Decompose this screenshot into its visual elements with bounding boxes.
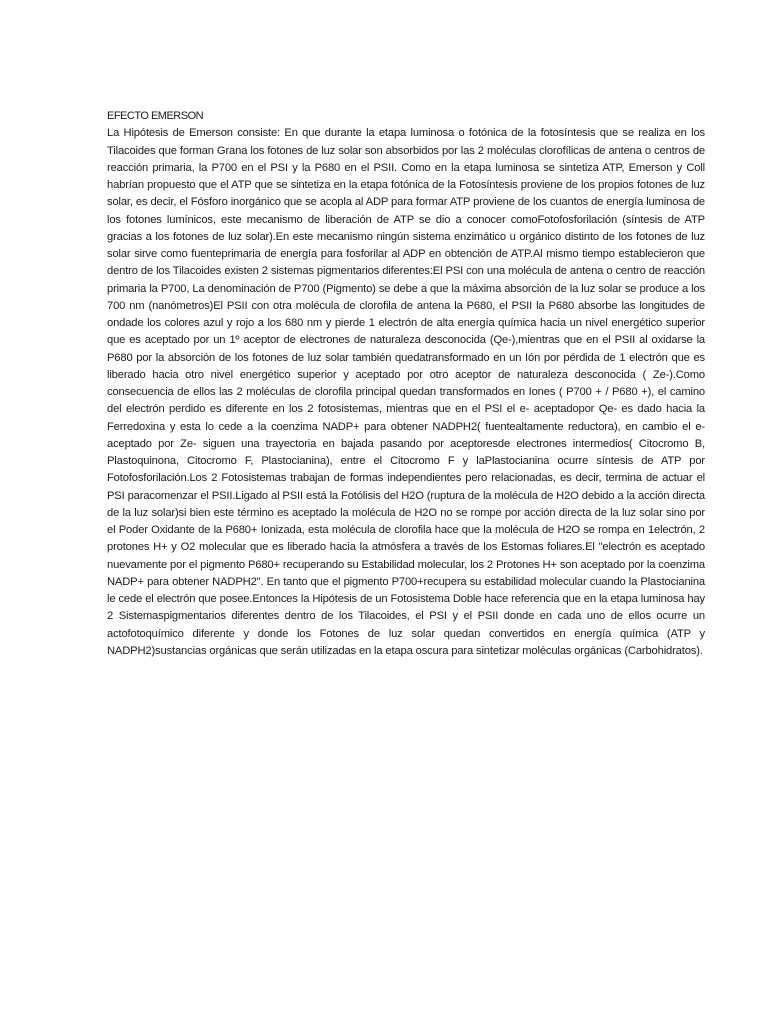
document-paragraph: La Hipótesis de Emerson consiste: En que durante la etapa luminosa o fotónica de la fotosíntesis que se realiza en los Tilacoides que forman Grana los fotones de luz solar son absorbidos por las 2 moléculas clorofílicas de antena o centros de reacción primaria, la P700 en el PSI y la P680 en el PSII. Como en la etapa luminosa se sintetiza ATP, Emerson y Coll habrían propuesto que el ATP que se sintetiza en la etapa fotónica de la Fotosíntesis proviene de los propios fotones de luz solar, es decir, el Fósforo inorgánico que se acopla al ADP para formar ATP proviene de los cuantos de energía luminosa de los fotones lumínicos, este mecanismo de liberación de ATP se dio a conocer comoFotofosforilación (síntesis de ATP gracias a los fotones de luz solar).En este mecanismo ningún sistema enzimático u orgánico distinto de los fotones de luz solar sirve como fuenteprimaria de energía para fosforilar al ADP en obtención de ATP.Al mismo tiempo establecieron que dentro de los Tilacoides existen 2 sistemas pigmentarios diferentes:El PSI con una molécula de antena o centro de reacción primaria la P700, La denominación de P700 (Pigmento) se debe a que la máxima absorción de la luz solar se produce a los 700 nm (nanómetros)El PSII con otra molécula de clorofila de antena la P680, el PSII la P680 absorbe las longitudes de ondade los colores azul y rojo a los 680 nm y pierde 1 electrón de alta energía química hacia un nivel energético superior que es aceptado por un 1º aceptor de electrones de naturaleza desconocida (Qe-),mientras que en el PSII al oxidarse la P680 por la absorción de los fotones de luz solar también quedatransformado en un Ión por pérdida de 1 electrón que es liberado hacia otro nivel energético superior y aceptado por otro aceptor de naturaleza desconocida ( Ze-).Como consecuencia de ellos las 2 moléculas de clorofila principal quedan transformados en Iones ( P700 + / P680 +), el camino del electrón perdido es diferente en los 2 fotosistemas, mientras que en el PSI el e- aceptadopor Qe- es dado hacia la Ferredoxina y esta lo cede a la coenzima NADP+ para obtener NADPH2( fuentealtamente reductora), en cambio el e- aceptado por Ze- siguen una trayectoria en bajada pasando por aceptoresde electrones intermedios( Citocromo B, Plastoquinona, Citocromo F, Plastocianina), entre el Citocromo F y laPlastocianina ocurre síntesis de ATP por Fotofosforilación.Los 2 Fotosistemas trabajan de formas independientes pero relacionadas, es decir, termina de actuar el PSI paracomenzar el PSII.Ligado al PSII está la Fotólisis del H2O (ruptura de la molécula de H2O debido a la acción directa de la luz solar)si bien este término es aceptado la molécula de H2O no se rompe por acción directa de la luz solar sino por el Poder Oxidante de la P680+ Ionizada, esta molécula de clorofila hace que la molécula de H2O se rompa en 1electrón, 2 protones H+ y O2 molecular que es liberado hacia la atmósfera a través de los Estomas foliares.El "electrón es aceptado nuevamente por el pigmento P680+ recuperando su Estabilidad molecular, los 2 Protones H+ son aceptado por la coenzima NADP+ para obtener NADPH2". En tanto que el pigmento P700+recupera su estabilidad molecular cuando la Plastocianina le cede el electrón que posee.Entonces la Hipótesis de un Fotosistema Doble hace referencia que en la etapa luminosa hay 2 Sistemaspigmentarios diferentes dentro de los Tilacoides, el PSI y el PSII donde en cada uno de ellos ocurre un actofotoquímico diferente y donde los Fotones de luz solar quedan convertidos en energía química (ATP y NADPH2)sustancias orgánicas que serán utilizadas en la etapa oscura para sintetizar moléculas orgánicas (Carbohidratos). bbox=[107, 127, 705, 657]
document-title: EFECTO EMERSON bbox=[107, 110, 204, 122]
document-body bbox=[107, 108, 705, 660]
